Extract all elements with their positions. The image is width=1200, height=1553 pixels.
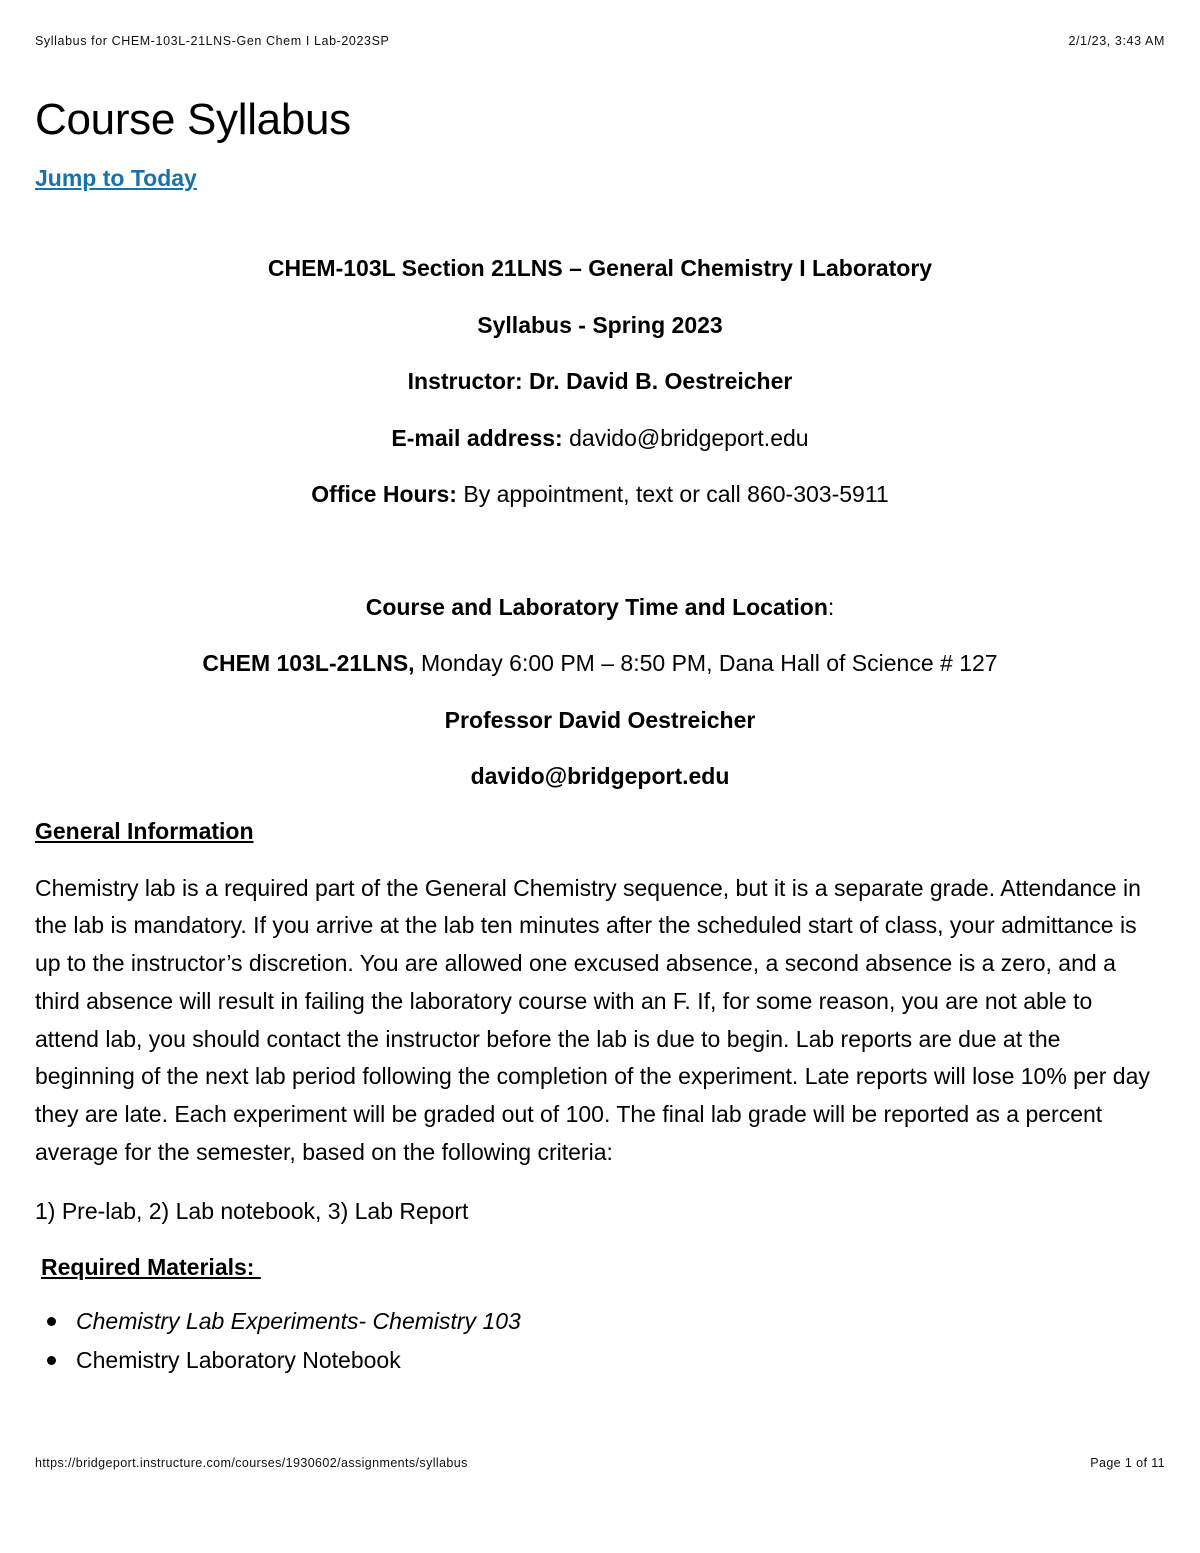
print-footer-url: https://bridgeport.instructure.com/courses/1930602/assignments/syllabus	[35, 1456, 468, 1470]
spacer	[35, 537, 1165, 593]
grading-criteria: 1) Pre-lab, 2) Lab notebook, 3) Lab Report	[35, 1197, 469, 1224]
email-line	[35, 424, 1165, 452]
jump-to-today-link[interactable]: Jump to Today	[35, 165, 197, 191]
print-header-datetime: 2/1/23, 3:43 AM	[1068, 34, 1165, 48]
print-footer	[35, 1456, 1165, 1472]
email-value: davido@bridgeport.edu	[562, 424, 809, 451]
list-item	[35, 1346, 1165, 1374]
time-location-heading-text: Course and Laboratory Time and Location	[365, 593, 828, 620]
office-hours-value: By appointment, text or call 860-303-5911	[456, 481, 889, 507]
course-info-block	[35, 254, 1165, 790]
print-header-title: Syllabus for CHEM-103L-21LNS-Gen Chem I Lab-2023SP	[35, 34, 390, 48]
bullet-icon	[47, 1356, 56, 1365]
list-item	[35, 1307, 1165, 1335]
schedule-line	[35, 649, 1165, 677]
print-header	[35, 34, 1165, 50]
bullet-icon	[47, 1317, 56, 1326]
general-information-heading: General Information	[35, 817, 254, 844]
office-hours-line	[35, 480, 1165, 508]
schedule-details: Monday 6:00 PM – 8:50 PM, Dana Hall of Science # 127	[414, 650, 998, 676]
professor-name: Professor David Oestreicher	[444, 706, 756, 733]
syllabus-term: Syllabus - Spring 2023	[477, 311, 723, 338]
required-materials-heading: Required Materials:	[41, 1253, 261, 1280]
professor-email: davido@bridgeport.edu	[470, 763, 730, 789]
material-item-label: Chemistry Laboratory Notebook	[76, 1346, 401, 1373]
email-label: E-mail address:	[391, 424, 563, 451]
section-code: CHEM 103L-21LNS,	[202, 650, 415, 676]
time-location-heading	[35, 593, 1165, 621]
course-title: CHEM-103L Section 21LNS – General Chemistry I Laboratory	[267, 255, 933, 281]
instructor-name: Instructor: Dr. David B. Oestreicher	[407, 368, 793, 394]
office-hours-label: Office Hours:	[311, 481, 457, 507]
required-materials-list	[35, 1307, 1165, 1374]
print-footer-page-number: Page 1 of 11	[1090, 1456, 1165, 1470]
page-title: Course Syllabus	[35, 95, 351, 144]
material-item-label: Chemistry Lab Experiments- Chemistry 103	[76, 1307, 521, 1334]
general-information-paragraph: Chemistry lab is a required part of the General Chemistry sequence, but it is a separate grade. Attendance in the lab is mandatory. If you arrive at the lab ten minutes after the scheduled start of class, your admittance is up to the instructor’s discretion. You are allowed one excused absence, a second absence is a zero, and a third absence will result in failing the laboratory course with an F. If, for some reason, you are not able to attend lab, you should contact the instructor before the lab is due to begin. Lab reports are due at the beginning of the next lab period following the completion of the experiment. Late reports will lose 10% per day they are late. Each experiment will be graded out of 100. The final lab grade will be reported as a percent average for the semester, based on the following criteria:	[35, 874, 1150, 1166]
syllabus-content	[35, 92, 1165, 1385]
time-location-heading-colon: :	[827, 593, 835, 620]
